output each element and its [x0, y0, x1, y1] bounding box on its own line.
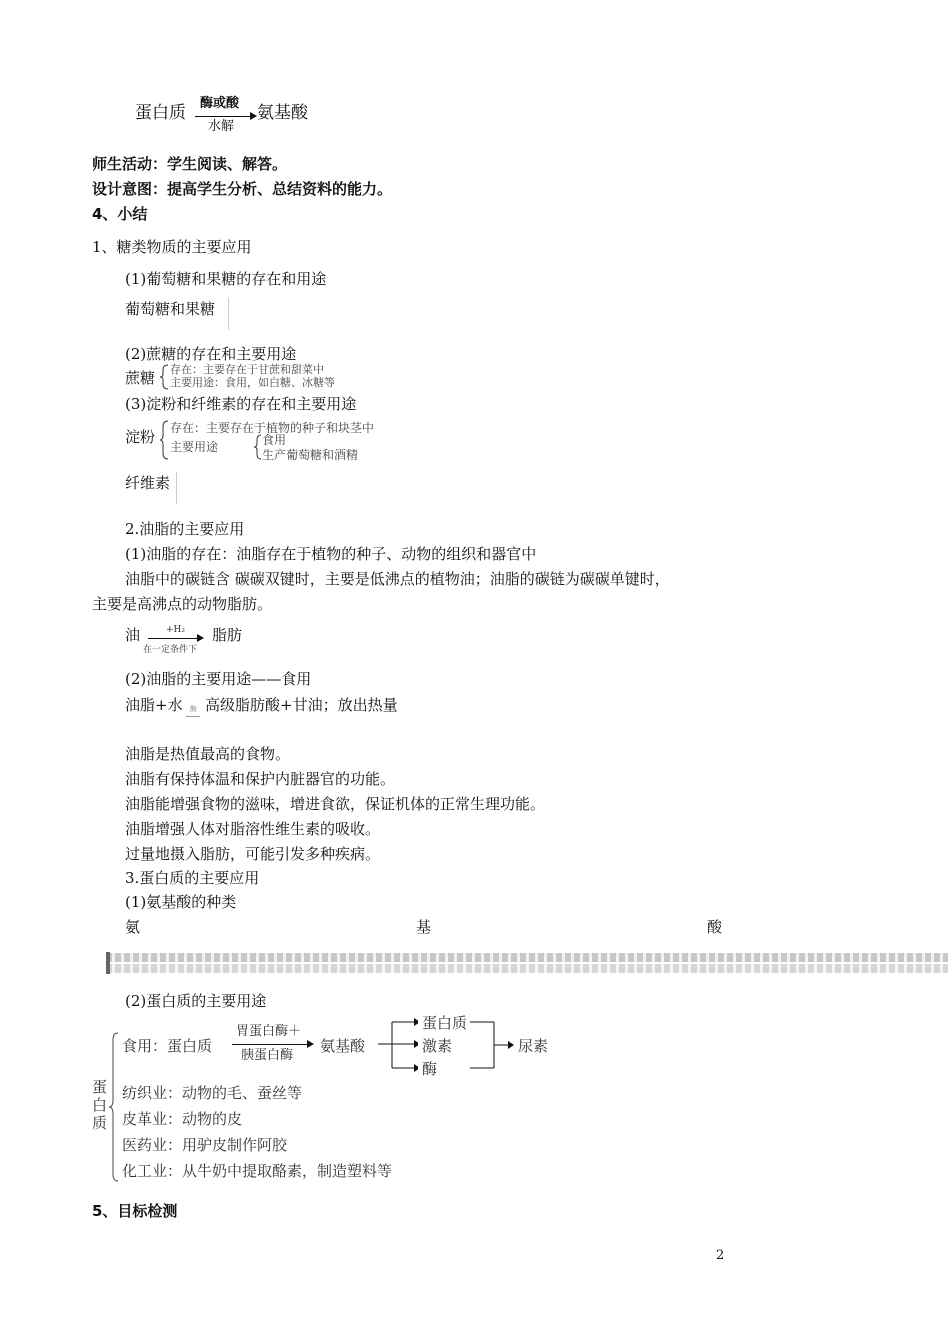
protein-use-4: 化工业：从牛奶中提取酪素，制造塑料等 [122, 1162, 393, 1180]
s2-1: (1)油脂的存在：油脂存在于植物的种子、动物的组织和器官中 [125, 545, 537, 563]
s2-para2: 主要是高沸点的动物脂肪。 [92, 595, 273, 613]
garbled-band-2 [106, 964, 948, 973]
protein-output-2: 激素 [422, 1037, 453, 1055]
protein-output-1: 蛋白质 [422, 1014, 468, 1032]
protein-enzyme-above: 胃蛋白酶＋ [236, 1024, 302, 1039]
s3-spread-3: 酸 [707, 918, 723, 936]
s2-oil-above: +H₂ [166, 625, 185, 635]
s2-oil-arrow-head [197, 634, 204, 642]
section-4-heading: 4、小结 [92, 205, 148, 223]
design-line: 设计意图：提高学生分析、总结资料的能力。 [92, 180, 393, 198]
s1-1-label: 葡萄糖和果糖 [125, 300, 216, 318]
s2-eq-left: 油脂+水 [125, 696, 183, 714]
protein-use-1: 纺织业：动物的毛、蚕丝等 [122, 1084, 303, 1102]
protein-urea: 尿素 [518, 1037, 549, 1055]
s1-2-brace [160, 364, 170, 390]
protein-branch-arrows [378, 1014, 418, 1076]
s3-title: 3.蛋白质的主要应用 [125, 869, 260, 887]
eq-left: 蛋白质 [135, 103, 186, 123]
section-5-heading: 5、目标检测 [92, 1202, 178, 1220]
protein-amino: 氨基酸 [320, 1037, 366, 1055]
s1-2-use: 主要用途：食用，如白糖、冰糖等 [170, 376, 335, 389]
s2-line-5: 过量地摄入脂肪，可能引发多种疾病。 [125, 845, 381, 863]
page-number: 2 [716, 1248, 725, 1263]
protein-arrow-1-head [307, 1040, 314, 1048]
s3-2: (2)蛋白质的主要用途 [125, 992, 267, 1010]
s2-line-2: 油脂有保持体温和保护内脏器官的功能。 [125, 770, 396, 788]
s2-eq-arrow-line [186, 716, 200, 717]
s2-2: (2)油脂的主要用途——食用 [125, 670, 312, 688]
s1-3-use2: 生产葡萄糖和酒精 [262, 448, 359, 462]
s2-fat: 脂肪 [212, 626, 243, 644]
s1-3-label: 淀粉 [125, 428, 156, 446]
eq-right: 氨基酸 [257, 103, 308, 123]
s3-1: (1)氨基酸的种类 [125, 893, 237, 911]
s1-3-faint-detail [176, 472, 207, 504]
s2-oil-arrow-line [148, 638, 198, 639]
s2-line-3: 油脂能增强食物的滋味，增进食欲，保证机体的正常生理功能。 [125, 795, 546, 813]
s1-3: (3)淀粉和纤维素的存在和主要用途 [125, 395, 357, 413]
s1-3-use1: 食用 [262, 433, 287, 447]
s2-eq-right: 高级脂肪酸+甘油；放出热量 [205, 696, 398, 714]
s1-3-use-label: 主要用途 [170, 440, 219, 454]
protein-main-brace [108, 1032, 120, 1182]
s2-eq-mid: 酶 [190, 705, 197, 713]
s1-3-exist: 存在：主要存在于植物的种子和块茎中 [170, 421, 375, 435]
s2-line-4: 油脂增强人体对脂溶性维生素的吸收。 [125, 820, 381, 838]
protein-side-label-1: 蛋 [92, 1078, 108, 1096]
eq-arrow-head [250, 112, 257, 120]
protein-use-2: 皮革业：动物的皮 [122, 1110, 243, 1128]
s3-spread-1: 氨 [125, 918, 141, 936]
s1-3-label2: 纤维素 [125, 474, 171, 492]
s1-2-label: 蔗糖 [125, 369, 156, 387]
protein-arrow-1-line [232, 1044, 308, 1045]
eq-arrow-line [195, 116, 251, 117]
protein-food-label: 食用：蛋白质 [122, 1037, 213, 1055]
s2-title: 2.油脂的主要应用 [125, 520, 245, 538]
s1-2: (2)蔗糖的存在和主要用途 [125, 345, 297, 363]
protein-side-label-2: 白 [92, 1096, 108, 1114]
s2-oil-below: 在一定条件下 [143, 645, 198, 655]
protein-use-3: 医药业：用驴皮制作阿胶 [122, 1136, 288, 1154]
s2-para1: 油脂中的碳链含 碳碳双键时，主要是低沸点的植物油；油脂的碳链为碳碳单键时， [125, 570, 670, 588]
s1-2-exist: 存在：主要存在于甘蔗和甜菜中 [170, 363, 324, 376]
eq-below: 水解 [208, 119, 235, 134]
protein-merge-arrow [470, 1014, 516, 1076]
protein-enzyme-below: 胰蛋白酶 [241, 1048, 294, 1063]
protein-output-3: 酶 [422, 1060, 438, 1078]
s2-oil: 油 [125, 626, 141, 644]
garbled-band-1 [106, 953, 948, 962]
garbled-band-edge [106, 952, 110, 974]
s3-spread-2: 基 [416, 918, 432, 936]
s1-3-brace [160, 420, 170, 460]
protein-side-label-3: 质 [92, 1114, 108, 1132]
s2-line-1: 油脂是热值最高的食物。 [125, 745, 291, 763]
eq-above: 酶或酸 [200, 96, 240, 111]
s1-3-use-brace [254, 434, 262, 460]
s1-1: (1)葡萄糖和果糖的存在和用途 [125, 270, 327, 288]
activity-line: 师生活动：学生阅读、解答。 [92, 155, 288, 173]
s1-title: 1、糖类物质的主要应用 [92, 238, 252, 256]
s1-1-faint-detail [228, 298, 259, 330]
